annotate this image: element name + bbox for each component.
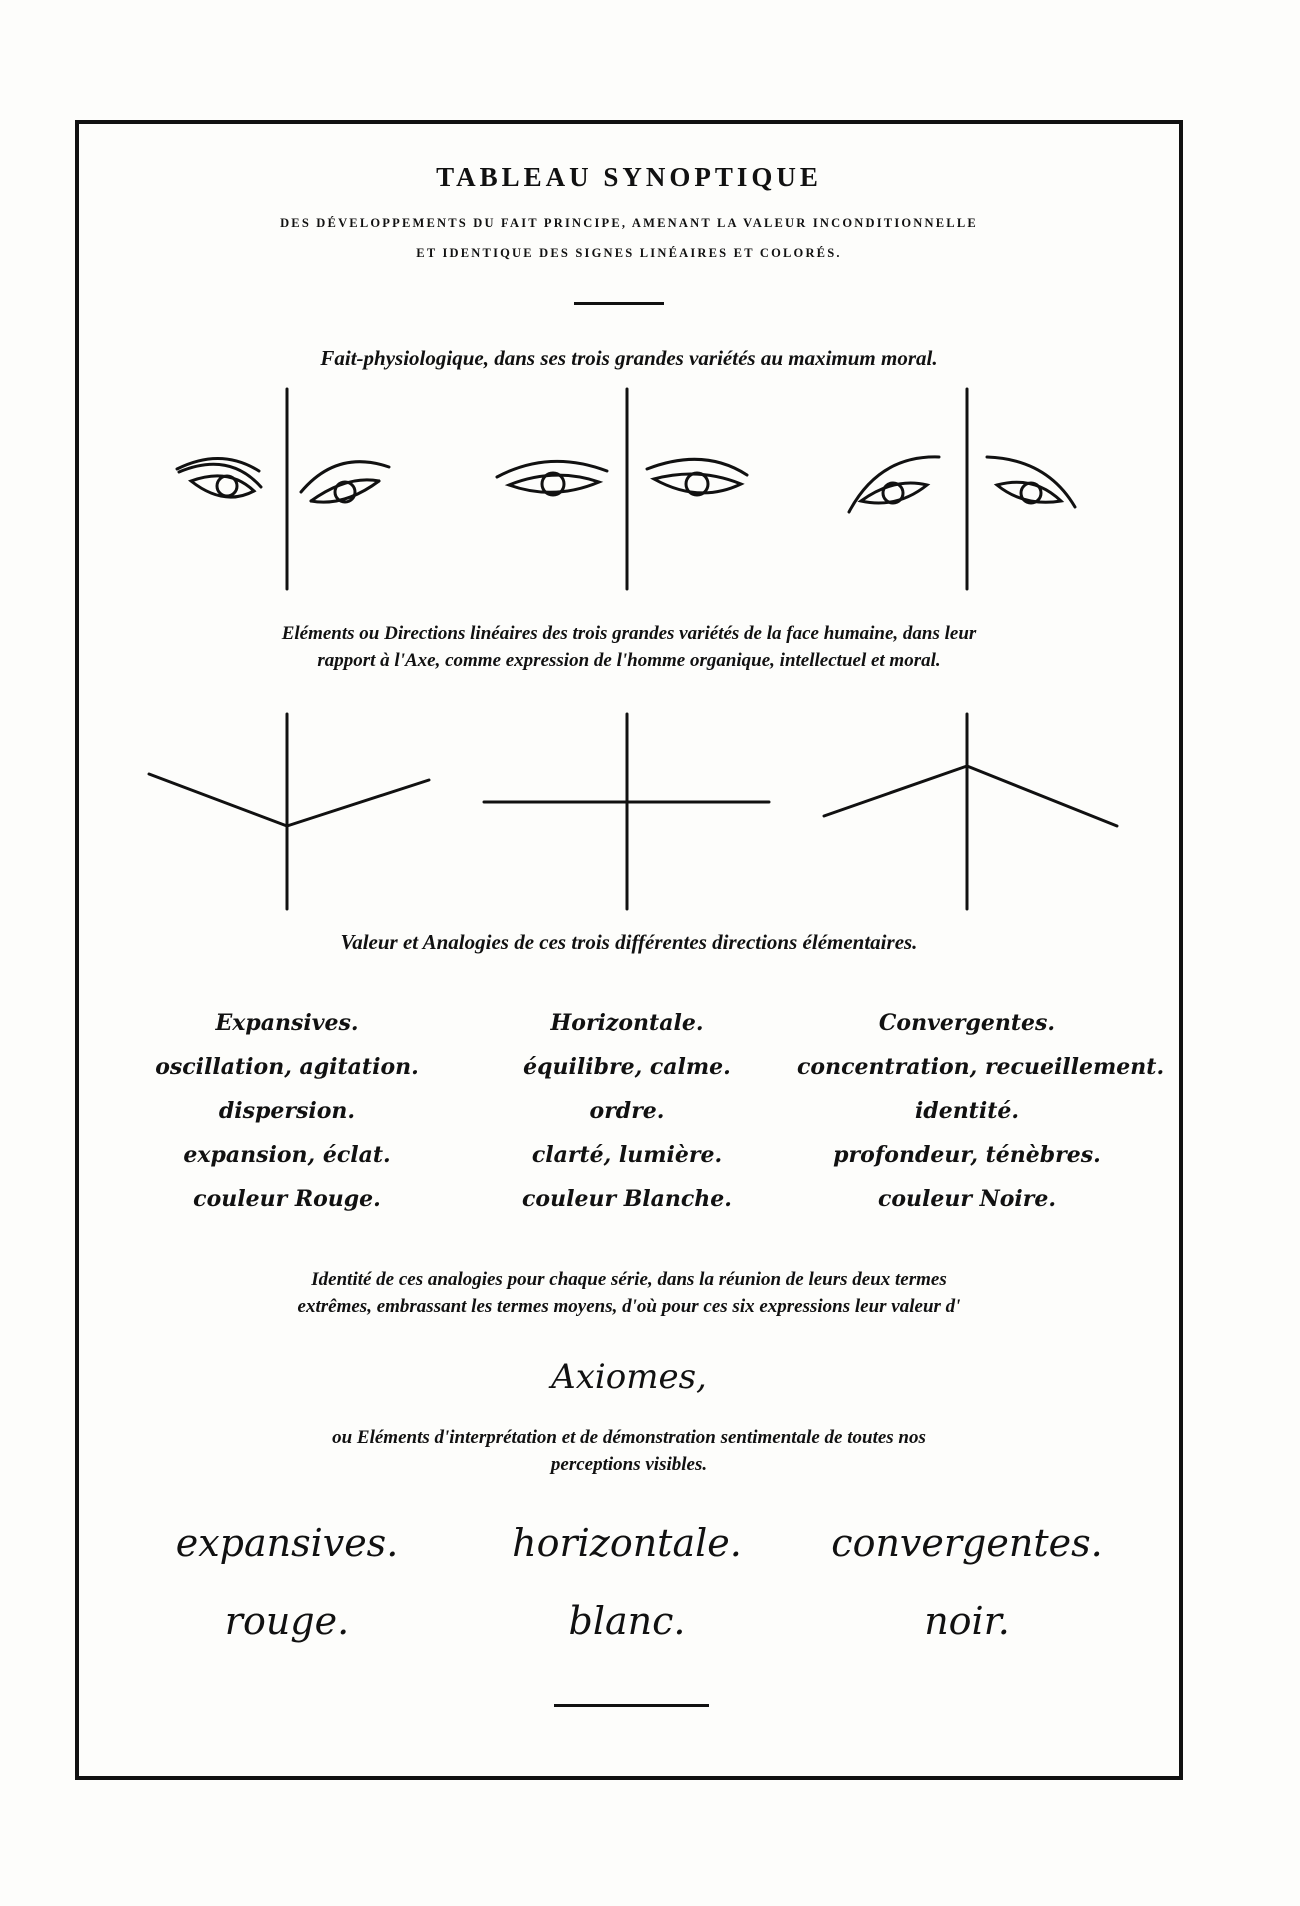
section2-caption-line-1: Eléments ou Directions linéaires des trois grandes variétés de la face humaine, dans leur [281, 623, 977, 644]
analogy-line: couleur Blanche. [522, 1186, 732, 1212]
section4-caption-line-1: Identité de ces analogies pour chaque série, dans la réunion de leurs deux termes [311, 1269, 947, 1290]
section1-caption: Fait-physiologique, dans ses trois grandes variétés au maximum moral. [320, 346, 938, 370]
analogy-head: Expansives. [215, 1010, 359, 1036]
axiomes-heading: Axiomes, [551, 1357, 707, 1397]
direction-horizontal [484, 714, 769, 909]
axiome-direction: expansives. [175, 1521, 399, 1565]
bottom-divider [554, 1704, 709, 1707]
analogy-line: équilibre, calme. [523, 1054, 731, 1080]
eye-left-3 [849, 457, 939, 512]
top-divider [574, 302, 664, 305]
analogies-column-expansive [117, 1001, 457, 1221]
analogy-line: clarté, lumière. [531, 1142, 723, 1168]
axiome-direction: horizontale. [512, 1521, 742, 1565]
analogy-line: oscillation, agitation. [155, 1054, 419, 1080]
axiomes-caption-line-1: ou Eléments d'interprétation et de démonstration sentimentale de toutes nos [332, 1427, 926, 1448]
direction-expansive [149, 714, 429, 909]
analogy-head: Horizontale. [550, 1010, 704, 1036]
analogy-line: profondeur, ténèbres. [833, 1142, 1101, 1168]
section4-caption-line-2: extrêmes, embrassant les termes moyens, d'où pour ces six expressions leur valeur d' [297, 1296, 961, 1317]
plate-subtitle-line-1: DES DÉVELOPPEMENTS DU FAIT PRINCIPE, AMENANT LA VALEUR INCONDITIONNELLE [280, 216, 978, 230]
analogy-line: identité. [914, 1098, 1020, 1124]
analogy-head: Convergentes. [878, 1010, 1056, 1036]
plate-frame [75, 120, 1183, 1780]
eye-right-2 [647, 459, 747, 495]
plate-title: TABLEAU SYNOPTIQUE [436, 162, 822, 192]
axiome-color: rouge. [224, 1599, 350, 1643]
axiome-column-horizontal [457, 1504, 797, 1660]
analogy-line: couleur Noire. [877, 1186, 1057, 1212]
eye-right-3 [987, 457, 1075, 507]
section2-caption-line-2: rapport à l'Axe, comme expression de l'homme organique, intellectuel et moral. [317, 650, 941, 671]
axiome-direction: convergentes. [831, 1521, 1103, 1565]
analogy-line: couleur Rouge. [193, 1186, 381, 1212]
analogy-line: expansion, éclat. [183, 1142, 391, 1168]
direction-convergent [824, 714, 1117, 909]
eyes-figure [79, 389, 1179, 639]
eye-left-1 [177, 458, 261, 497]
eye-left-2 [497, 461, 607, 495]
section3-caption: Valeur et Analogies de ces trois différentes directions élémentaires. [340, 930, 918, 954]
axiome-color: noir. [924, 1599, 1010, 1643]
axiome-color: blanc. [568, 1599, 686, 1643]
analogies-column-horizontal [457, 1001, 797, 1221]
analogy-line: ordre. [589, 1098, 665, 1124]
axiome-column-expansive [117, 1504, 457, 1660]
plate-subtitle-line-2: ET IDENTIQUE DES SIGNES LINÉAIRES ET COLORÉS. [416, 246, 842, 260]
analogy-line: concentration, recueillement. [797, 1054, 1165, 1080]
eye-right-1 [301, 462, 389, 502]
analogies-column-convergent [797, 1001, 1165, 1221]
axiomes-caption-line-2: perceptions visibles. [550, 1454, 708, 1475]
axiome-column-convergent [797, 1504, 1137, 1660]
analogy-line: dispersion. [218, 1098, 356, 1124]
directions-figure [79, 714, 1179, 914]
